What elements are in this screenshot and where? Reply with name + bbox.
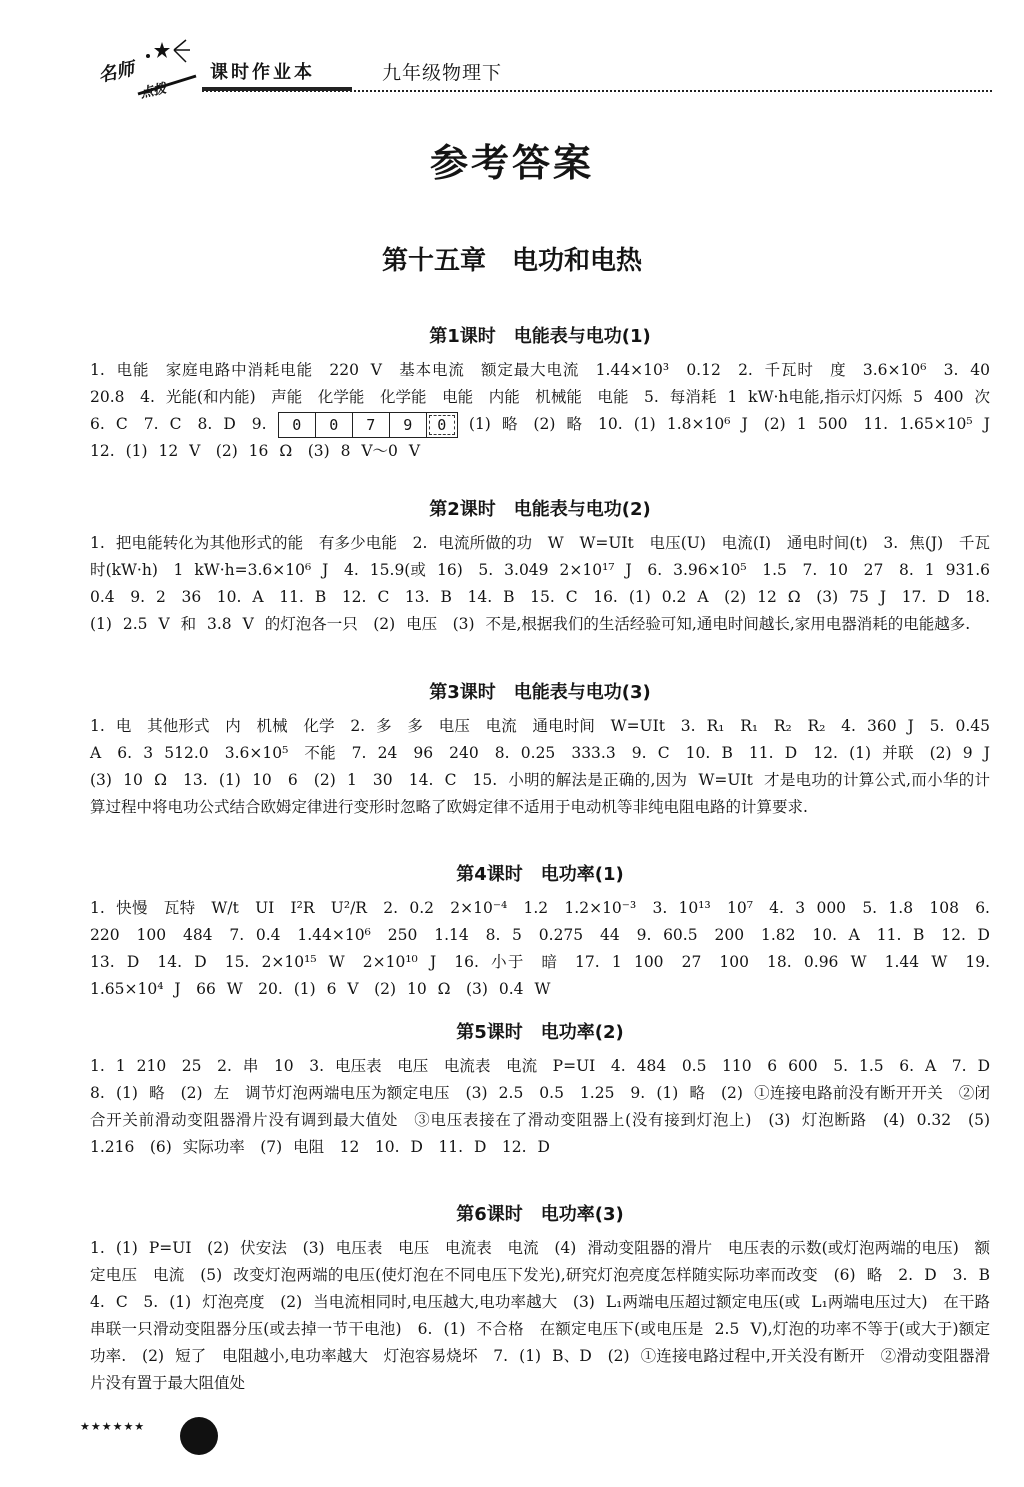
lesson-answers: 1. (1) P=UI (2) 伏安法 (3) 电压表 电压 电流表 电流 (4) 滑动变阻器的滑片 电压表的示数(或灯泡两端的电压) 额定电压 电流 (5) 改变灯泡两端的电压(使灯泡在不同电压下发光),研究灯泡亮度怎样随实际功率而改变 (6) 略 2. D 3. B 4. C 5. (1) 灯泡亮度 (2) 当电流相同时,电压越大,电功率越大 (3) L₁两端电压超过额定电压(或 L₁两端电压过大) 在干路串联一只滑动变阻器分压(或去掉一节干电池) 6. (1) 不合格 在额定电压下(或电压是 2.5 V),灯泡的功率不等于(或大于)额定功率. (2) 短了 电阻越小,电功率越大 灯泡容易烧坏 7. (1) B、D (2) ①连接电路过程中,开关没有断开 ②滑动变阻器滑片没有置于最大阻值处 — [90, 1239, 1006, 1392]
star-burst-icon — [78, 36, 198, 106]
page-title: 参考答案 — [429, 141, 594, 185]
header-divider — [202, 90, 992, 92]
page-header — [70, 30, 990, 110]
lesson-title: 第1课时 电能表与电功(1) — [429, 326, 651, 347]
lesson-answers: 1. 1 210 25 2. 串 10 3. 电压表 电压 电流表 电流 P=UI 4. 484 0.5 110 6 600 5. 1.5 6. A 7. D 8. (1) 略 (2) 左 调节灯泡两端电压为额定电压 (3) 2.5 0.5 1.25 9. (1) 略 (2) ①连接电路前没有断开开关 ②闭合开关前滑动变阻器滑片没有调到最大值处 ③电压表接在了滑动变阻器上(没有接到灯泡上) (3) 灯泡断路 (4) 0.32 (5) 1.216 (6) 实际功率 (7) 电阻 12 10. D 11. D 12. D — [90, 1057, 1006, 1156]
lesson-section-4 — [90, 860, 1006, 1003]
lesson-title: 第5课时 电功率(2) — [456, 1022, 624, 1043]
meter-digit: 0 — [279, 413, 316, 437]
lesson-section-5 — [90, 1018, 1006, 1161]
lesson-section-3 — [90, 678, 1006, 821]
lesson-answers: 1. 快慢 瓦特 W/t UI I²R U²/R 2. 0.2 2×10⁻⁴ 1.2 1.2×10⁻³ 3. 10¹³ 10⁷ 4. 3 000 5. 1.8 108 6. 220 100 484 7. 0.4 1.44×10⁶ 250 1.14 8. 5 0.275 44 9. 60.5 200 1.82 10. A 11. B 12. D 13. D 14. D 15. 2×10¹⁵ W 2×10¹⁰ J 16. 小于 暗 17. 1 100 27 100 18. 0.96 W 1.44 W 19. 1.65×10⁴ J 66 W 20. (1) 6 V (2) 10 Ω (3) 0.4 W — [90, 899, 1006, 998]
star-decoration-icon: ★★★★★★ — [80, 1420, 146, 1433]
page-number-circle — [180, 1417, 218, 1455]
page-footer — [80, 1415, 230, 1465]
answers-part-1: 1. 电能 家庭电路中消耗电能 220 V 基本电流 额定最大电流 1.44×10³ 0.12 2. 千瓦时 度 3.6×10⁶ 3. 40 20.8 4. 光能(和内能) 声能 化学能 化学能 电能 内能 机械能 电能 5. 每消耗 1 kW·h电能,指示灯闪烁 5 400 次 6. C 7. C 8. D 9. — [90, 361, 1006, 433]
lesson-title: 第4课时 电功率(1) — [456, 864, 624, 885]
meter-digit: 9 — [390, 413, 427, 437]
logo-text: 名师 — [96, 58, 137, 87]
answers-part-2: (1) 略 (2) 略 10. (1) 1.8×10⁶ J (2) 1 500 11. 1.65×10⁵ J 12. (1) 12 V (2) 16 Ω (3) 8 V～0 V — [90, 415, 1006, 460]
lesson-answers: 1. 把电能转化为其他形式的能 有多少电能 2. 电流所做的功 W W=UIt 电压(U) 电流(I) 通电时间(t) 3. 焦(J) 千瓦时(kW·h) 1 kW·h=3.6×10⁶ J 4. 15.9(或 16) 5. 3.049 2×10¹⁷ J 6. 3.96×10⁵ 1.5 7. 10 27 8. 1 931.6 0.4 9. 2 36 10. A 11. B 12. C 13. B 14. B 15. C 16. (1) 0.2 A (2) 12 Ω (3) 75 J 17. D 18. (1) 2.5 V 和 3.8 V 的灯泡各一只 (2) 电压 (3) 不是,根据我们的生活经验可知,通电时间越长,家用电器消耗的电能越多. — [90, 534, 1006, 633]
chapter-title: 第十五章 电功和电热 — [381, 246, 642, 276]
lesson-title: 第3课时 电能表与电功(3) — [429, 682, 651, 703]
lesson-section-1 — [90, 322, 1006, 465]
lesson-title: 第2课时 电能表与电功(2) — [429, 499, 651, 520]
lesson-title: 第6课时 电功率(3) — [456, 1204, 624, 1225]
lesson-answers — [90, 357, 1006, 465]
lesson-section-6 — [90, 1200, 1006, 1397]
lesson-answers: 1. 电 其他形式 内 机械 化学 2. 多 多 电压 电流 通电时间 W=UIt 3. R₁ R₁ R₂ R₂ 4. 360 J 5. 0.45 A 6. 3 512.0 3.6×10⁵ 不能 7. 24 96 240 8. 0.25 333.3 9. C 10. B 11. D 12. (1) 并联 (2) 9 J (3) 10 Ω 13. (1) 10 6 (2) 1 30 14. C 15. 小明的解法是正确的,因为 W=UIt 才是电功的计算公式,而小华的计算过程中将电功公式结合欧姆定律进行变形时忽略了欧姆定律不适用于电动机等非纯电阻电路的计算要求. — [90, 717, 1006, 816]
meter-dial-box — [278, 412, 458, 438]
meter-digit: 7 — [353, 413, 390, 437]
logo-subtext: 点拨 — [139, 81, 168, 102]
meter-digit: 0 — [316, 413, 353, 437]
subject-name: 九年级物理下 — [382, 62, 503, 84]
series-name: 课时作业本 — [210, 62, 315, 83]
lesson-section-2 — [90, 495, 1006, 638]
meter-decimal-digit: 0 — [429, 415, 455, 435]
publisher-logo — [78, 36, 198, 106]
meter-reading — [278, 412, 458, 438]
